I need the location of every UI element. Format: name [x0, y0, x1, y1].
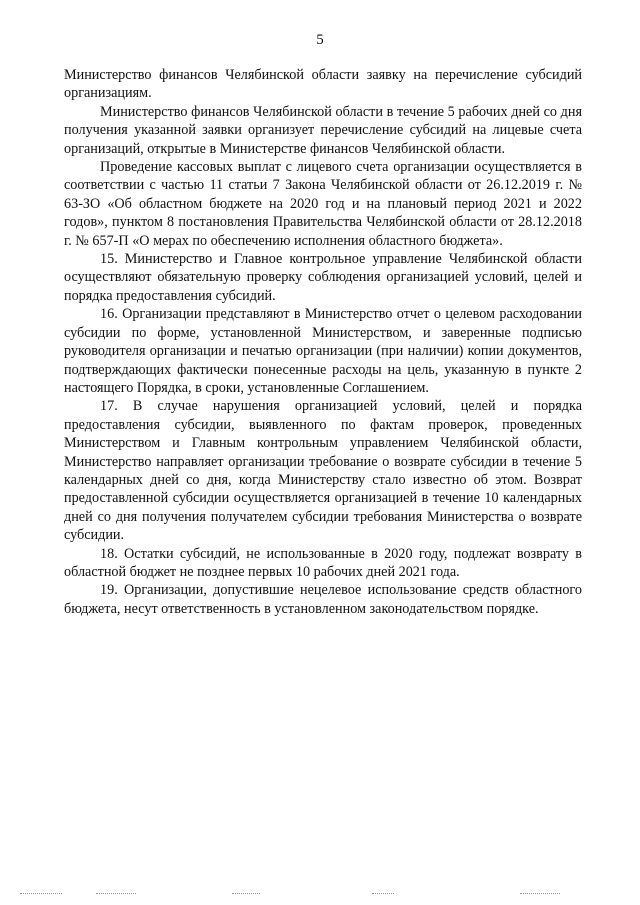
- paragraph-transfer-timing: Министерство финансов Челябинской области в течение 5 рабочих дней со дня получения указанной заявки организует перечисление субсидий на лицевые счета организаций, открытые в Министерстве финансов Челябинской области.: [64, 103, 582, 157]
- paragraph-item-15: 15. Министерство и Главное контрольное управление Челябинской области осуществляют обязательную проверку соблюдения организацией условий, целей и порядка предоставления субсидий.: [64, 251, 582, 304]
- footer-scan-mark: [20, 893, 62, 894]
- paragraph-cash-payments: Проведение кассовых выплат с лицевого счета организации осуществляется в соответствии с частью 11 статьи 7 Закона Челябинской области от 26.12.2019 г. № 63-ЗО «Об областном бюджете на 2020 год и на плановый период 2021 и 2022 годов», пунктом 8 постановления Правительства Челябинской области от 28.12.2018 г. № 657-П «О мерах по обеспечению исполнения областного бюджета».: [64, 159, 582, 249]
- footer-scan-mark: [232, 893, 260, 894]
- document-body: [64, 66, 582, 618]
- footer-scan-mark: [520, 893, 560, 894]
- paragraph-item-19: 19. Организации, допустившие нецелевое использование средств областного бюджета, несут ответственность в установленном законодательством порядке.: [64, 582, 582, 617]
- footer-scan-mark: [372, 893, 394, 894]
- paragraph-item-17: 17. В случае нарушения организацией условий, целей и порядка предоставления субсидии, выявленного по фактам проверок, проведенных Министерством и Главным контрольным управлением Челябинской области, Министерство направляет организации требование о возврате субсидии в течение 5 календарных дней со дня, когда Министерству стало известно об этом. Возврат предоставленной субсидии осуществляется организацией в течение 10 календарных дней со дня получения получателем субсидии требования Министерства о возврате субсидии.: [64, 398, 582, 544]
- paragraph-item-18: 18. Остатки субсидий, не использованные в 2020 году, подлежат возврату в областной бюджет не позднее первых 10 рабочих дней 2021 года.: [64, 545, 582, 580]
- footer-scan-mark: [96, 893, 136, 894]
- paragraph-item-16: 16. Организации представляют в Министерство отчет о целевом расходовании субсидии по форме, установленной Министерством, и заверенные подписью руководителя организации и печатью организации (при наличии) копии документов, подтверждающих фактически понесенные расходы на цель, указанную в пункте 2 настоящего Порядка, в сроки, установленные Соглашением.: [64, 306, 582, 396]
- page-number: 5: [316, 32, 324, 48]
- paragraph-transfer-request: Министерство финансов Челябинской области заявку на перечисление субсидий организациям.: [64, 67, 582, 102]
